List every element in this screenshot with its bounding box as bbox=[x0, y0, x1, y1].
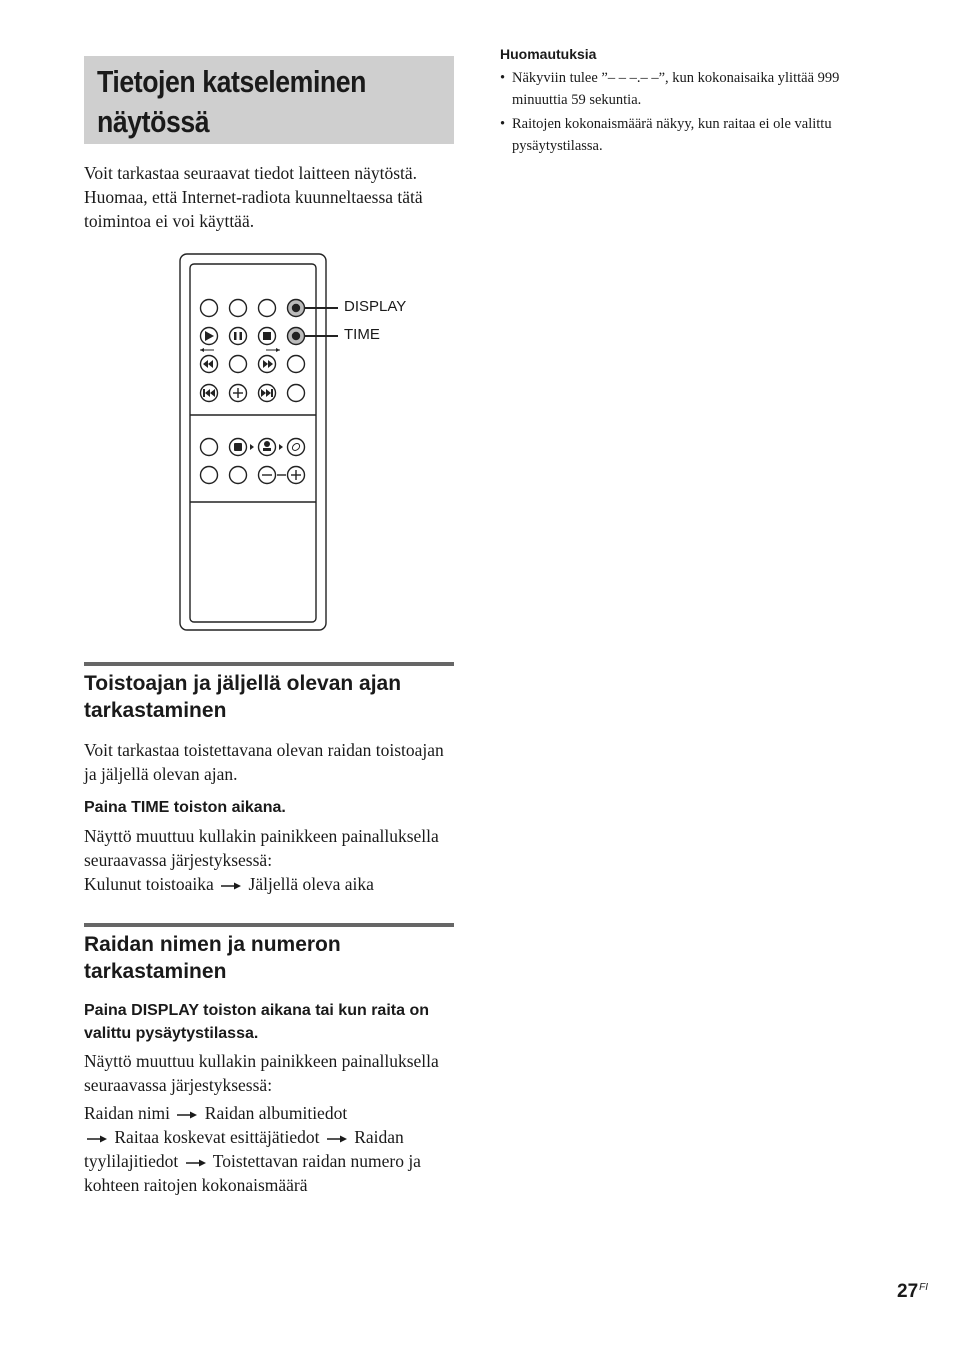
page-title-box bbox=[84, 56, 454, 144]
notes-list bbox=[500, 67, 880, 159]
section1-result bbox=[84, 824, 456, 896]
section1-heading: Toistoajan ja jäljellä olevan ajan tarkastaminen bbox=[84, 672, 402, 722]
section1-text: Voit tarkastaa toistettavana olevan raidan toistoajan ja jäljellä olevan ajan. bbox=[84, 740, 444, 784]
note-item: • Näkyviin tulee ”– – –.– –”, kun kokonaisaika ylittää 999 minuuttia 59 sekuntia. bbox=[500, 67, 880, 111]
page-title-line1: Tietojen katseleminen bbox=[97, 64, 367, 99]
page-number-value: 27 bbox=[897, 1281, 919, 1302]
arrow-right-icon bbox=[185, 1158, 207, 1168]
section2-seq-item: Raidan albumitiedot bbox=[204, 1103, 348, 1123]
section2-seq-item: Raidan tyylilajitiedot bbox=[84, 1127, 404, 1171]
section1-seq-item: Jäljellä oleva aika bbox=[248, 874, 374, 894]
section1-rule bbox=[84, 662, 454, 666]
section2-heading: Raidan nimen ja numeron tarkastaminen bbox=[84, 933, 341, 983]
section2-seq-item: Raidan nimi bbox=[84, 1103, 171, 1123]
page-title bbox=[97, 62, 366, 142]
page-lang-code: FI bbox=[919, 1282, 929, 1293]
arrow-right-icon bbox=[176, 1110, 198, 1120]
time-callout-label: TIME bbox=[344, 326, 380, 343]
section2-rule bbox=[84, 923, 454, 927]
note-item: • Raitojen kokonaismäärä näkyy, kun raitaa ei ole valittu pysäytystilassa. bbox=[500, 113, 880, 157]
page-number bbox=[897, 1281, 928, 1303]
section2-seq-item: Toistettavan raidan numero ja kohteen raitojen kokonaismäärä bbox=[84, 1151, 421, 1195]
remote-control-figure bbox=[178, 252, 338, 637]
section1-instruction: Paina TIME toiston aikana. bbox=[84, 799, 286, 816]
arrow-right-icon bbox=[326, 1134, 348, 1144]
intro-paragraph: Voit tarkastaa seuraavat tiedot laitteen näytöstä. Huomaa, että Internet-radiota kuunneltaessa tätä toimintoa ei voi käyttää. bbox=[84, 163, 423, 231]
section2-seq-item: Raitaa koskevat esittäjätiedot bbox=[114, 1127, 320, 1147]
arrow-right-icon bbox=[220, 881, 242, 891]
display-callout-label: DISPLAY bbox=[344, 298, 407, 315]
section2-sequence bbox=[84, 1101, 456, 1197]
remote-control-drawing bbox=[178, 252, 338, 632]
arrow-right-icon bbox=[86, 1134, 108, 1144]
section1-result-intro: Näyttö muuttuu kullakin painikkeen painalluksella seuraavassa järjestyksessä: bbox=[84, 826, 439, 870]
section2-result-intro: Näyttö muuttuu kullakin painikkeen painalluksella seuraavassa järjestyksessä: bbox=[84, 1051, 439, 1095]
section1-seq-item: Kulunut toistoaika bbox=[84, 874, 214, 894]
notes-title: Huomautuksia bbox=[500, 46, 597, 62]
page-title-line2: näytössä bbox=[97, 104, 210, 139]
section2-instruction: Paina DISPLAY toiston aikana tai kun raita on valittu pysäytystilassa. bbox=[84, 1002, 429, 1042]
